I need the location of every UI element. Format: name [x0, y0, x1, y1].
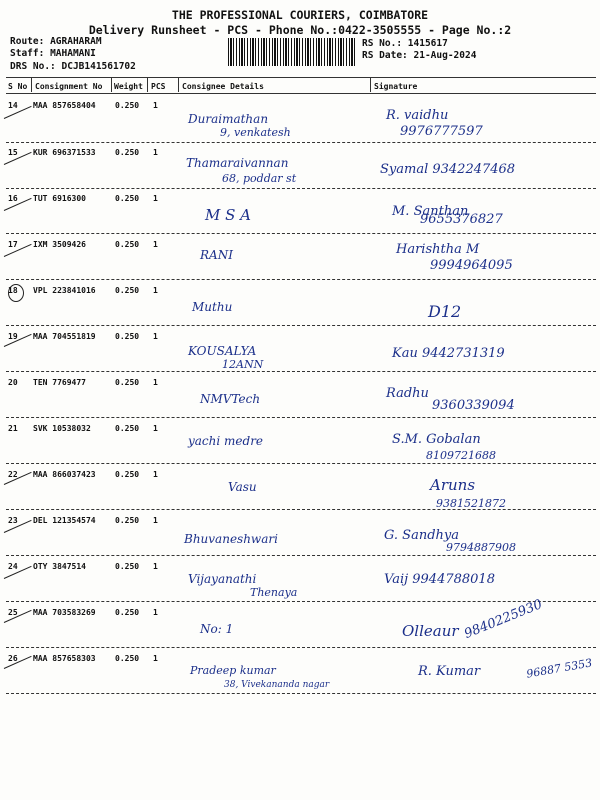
col-divider [31, 78, 32, 92]
row-consignee-name: Muthu [192, 300, 233, 314]
row-divider [6, 325, 596, 326]
row-consignment-no: MAA 857658404 [33, 101, 96, 110]
row-signature-phone: 8109721688 [426, 449, 496, 462]
row-signature: Radhu [386, 386, 429, 401]
row-consignment-no: MAA 857658303 [33, 654, 96, 663]
row-consignee-name: Vasu [228, 480, 257, 494]
row-pcs: 1 [153, 332, 158, 341]
row-pcs: 1 [153, 608, 158, 617]
row-sno: 17 [8, 240, 18, 249]
row-consignee-name: Thamaraivannan [186, 156, 289, 170]
rs-date-field [362, 50, 476, 61]
row-weight: 0.250 [115, 286, 140, 295]
row-consignment-no: MAA 703583269 [33, 608, 96, 617]
rs-date-label: RS Date: [362, 50, 408, 61]
row-sno: 25 [8, 608, 18, 617]
rs-no-value: 1415617 [407, 38, 448, 49]
row-pcs: 1 [153, 101, 158, 110]
row-weight: 0.250 [115, 194, 140, 203]
row-divider [6, 417, 596, 418]
row-signature-phone: 9794887908 [446, 541, 516, 554]
col-divider [370, 78, 371, 92]
row-pcs: 1 [153, 286, 158, 295]
row-sno: 20 [8, 378, 18, 387]
row-consignment-no: KUR 696371533 [33, 148, 96, 157]
row-pcs: 1 [153, 424, 158, 433]
rs-no-label: RS No.: [362, 38, 403, 49]
row-divider [6, 188, 596, 189]
row-consignee-address: 12ANN [222, 358, 264, 371]
row-sno: 22 [8, 470, 18, 479]
row-signature: Vaij 9944788018 [384, 572, 495, 587]
row-divider [6, 647, 596, 648]
barcode-image [228, 38, 356, 66]
row-signature: S.M. Gobalan [392, 432, 481, 447]
route-label: Route: [10, 36, 45, 47]
row-divider [6, 279, 596, 280]
row-weight: 0.250 [115, 148, 140, 157]
row-divider [6, 371, 596, 372]
row-sno: 18 [8, 286, 18, 295]
row-weight: 0.250 [115, 516, 140, 525]
row-signature-phone: 96887 5353 [525, 656, 594, 681]
row-consignee-name: yachi medre [188, 434, 264, 448]
col-header-pcs: PCS [151, 82, 166, 91]
row-pcs: 1 [153, 148, 158, 157]
row-sno: 16 [8, 194, 18, 203]
row-signature-phone: 9381521872 [436, 497, 506, 510]
runsheet-title: Delivery Runsheet - PCS - Phone No.:0422-3505555 - Page No.:2 [88, 23, 512, 37]
row-sno: 26 [8, 654, 18, 663]
row-signature-phone: 9840225930 [462, 597, 545, 642]
header-top-rule [6, 77, 596, 78]
row-weight: 0.250 [115, 240, 140, 249]
drs-label: DRS No.: [10, 61, 56, 72]
row-consignee-name: RANI [200, 248, 233, 262]
row-signature: R. vaidhu [386, 108, 449, 123]
row-consignment-no: VPL 223841016 [33, 286, 96, 295]
row-signature: Olleaur [402, 622, 459, 640]
row-consignment-no: MAA 866037423 [33, 470, 96, 479]
row-divider [6, 142, 596, 143]
row-consignee-name: No: 1 [200, 622, 234, 636]
row-pcs: 1 [153, 378, 158, 387]
row-consignment-no: MAA 704551819 [33, 332, 96, 341]
row-sno: 19 [8, 332, 18, 341]
row-sno: 23 [8, 516, 18, 525]
row-divider [6, 555, 596, 556]
row-sno: 24 [8, 562, 18, 571]
row-weight: 0.250 [115, 608, 140, 617]
row-sno: 15 [8, 148, 18, 157]
row-weight: 0.250 [115, 378, 140, 387]
row-sno: 21 [8, 424, 18, 433]
drs-value: DCJB141561702 [61, 61, 136, 72]
col-header-signature: Signature [374, 82, 418, 91]
row-consignee-name: Pradeep kumar [190, 664, 276, 677]
row-divider [6, 233, 596, 234]
row-divider [6, 601, 596, 602]
row-consignment-no: SVK 10538032 [33, 424, 91, 433]
row-divider [6, 463, 596, 464]
row-divider [6, 509, 596, 510]
staff-label: Staff: [10, 48, 45, 59]
row-pcs: 1 [153, 654, 158, 663]
row-sno: 14 [8, 101, 18, 110]
row-signature: M. Santhan [392, 204, 469, 219]
row-signature: R. Kumar [418, 664, 481, 679]
row-consignment-no: IXM 3509426 [33, 240, 86, 249]
col-header-sno: S No [8, 82, 28, 91]
row-consignee-name: Vijayanathi [188, 572, 257, 586]
row-signature: D12 [428, 302, 462, 321]
row-weight: 0.250 [115, 562, 140, 571]
company-name: THE PROFESSIONAL COURIERS, COIMBATORE [171, 8, 429, 22]
row-signature: Syamal 9342247468 [380, 162, 516, 177]
row-pcs: 1 [153, 470, 158, 479]
col-header-consignment: Consignment No [35, 82, 103, 91]
row-weight: 0.250 [115, 332, 140, 341]
row-weight: 0.250 [115, 654, 140, 663]
row-consignee-address: Thenaya [250, 586, 298, 599]
staff-value: MAHAMANI [50, 48, 96, 59]
row-pcs: 1 [153, 516, 158, 525]
row-signature: Harishtha M [396, 242, 480, 257]
staff-field [10, 48, 96, 59]
row-signature: G. Sandhya [384, 528, 460, 543]
row-weight: 0.250 [115, 101, 140, 110]
col-header-weight: Weight [114, 82, 143, 91]
col-divider [178, 78, 179, 92]
row-consignee-address: 9, venkatesh [220, 126, 291, 139]
col-divider [147, 78, 148, 92]
col-header-consignee: Consignee Details [182, 82, 264, 91]
col-divider [111, 78, 112, 92]
drs-field [10, 61, 136, 72]
row-weight: 0.250 [115, 424, 140, 433]
row-consignee-address: 68, poddar st [222, 172, 297, 185]
row-divider [6, 693, 596, 694]
row-pcs: 1 [153, 562, 158, 571]
row-consignee-name: KOUSALYA [188, 344, 257, 358]
rs-no-field [362, 38, 448, 49]
row-consignee-name: Duraimathan [188, 112, 269, 126]
row-consignment-no: TEN 7769477 [33, 378, 86, 387]
rs-date-value: 21-Aug-2024 [413, 50, 477, 61]
row-signature-phone: 9360339094 [432, 398, 515, 413]
row-signature-phone: 9976777597 [400, 124, 483, 139]
row-signature-phone: 9655376827 [420, 212, 503, 227]
row-signature: Kau 9442731319 [392, 346, 505, 361]
header-bottom-rule [6, 93, 596, 94]
row-consignment-no: OTY 3847514 [33, 562, 86, 571]
row-consignee-name: M S A [205, 206, 252, 224]
row-consignee-name: NMVTech [200, 392, 261, 406]
row-weight: 0.250 [115, 470, 140, 479]
row-pcs: 1 [153, 240, 158, 249]
row-pcs: 1 [153, 194, 158, 203]
row-consignee-name: Bhuvaneshwari [184, 532, 278, 546]
row-consignee-address: 38, Vivekananda nagar [224, 680, 330, 690]
row-signature-phone: 9994964095 [430, 258, 513, 273]
row-consignment-no: TUT 6916300 [33, 194, 86, 203]
row-signature: Aruns [430, 476, 476, 494]
row-consignment-no: DEL 121354574 [33, 516, 96, 525]
route-field [10, 36, 102, 47]
route-value: AGRAHARAM [50, 36, 102, 47]
